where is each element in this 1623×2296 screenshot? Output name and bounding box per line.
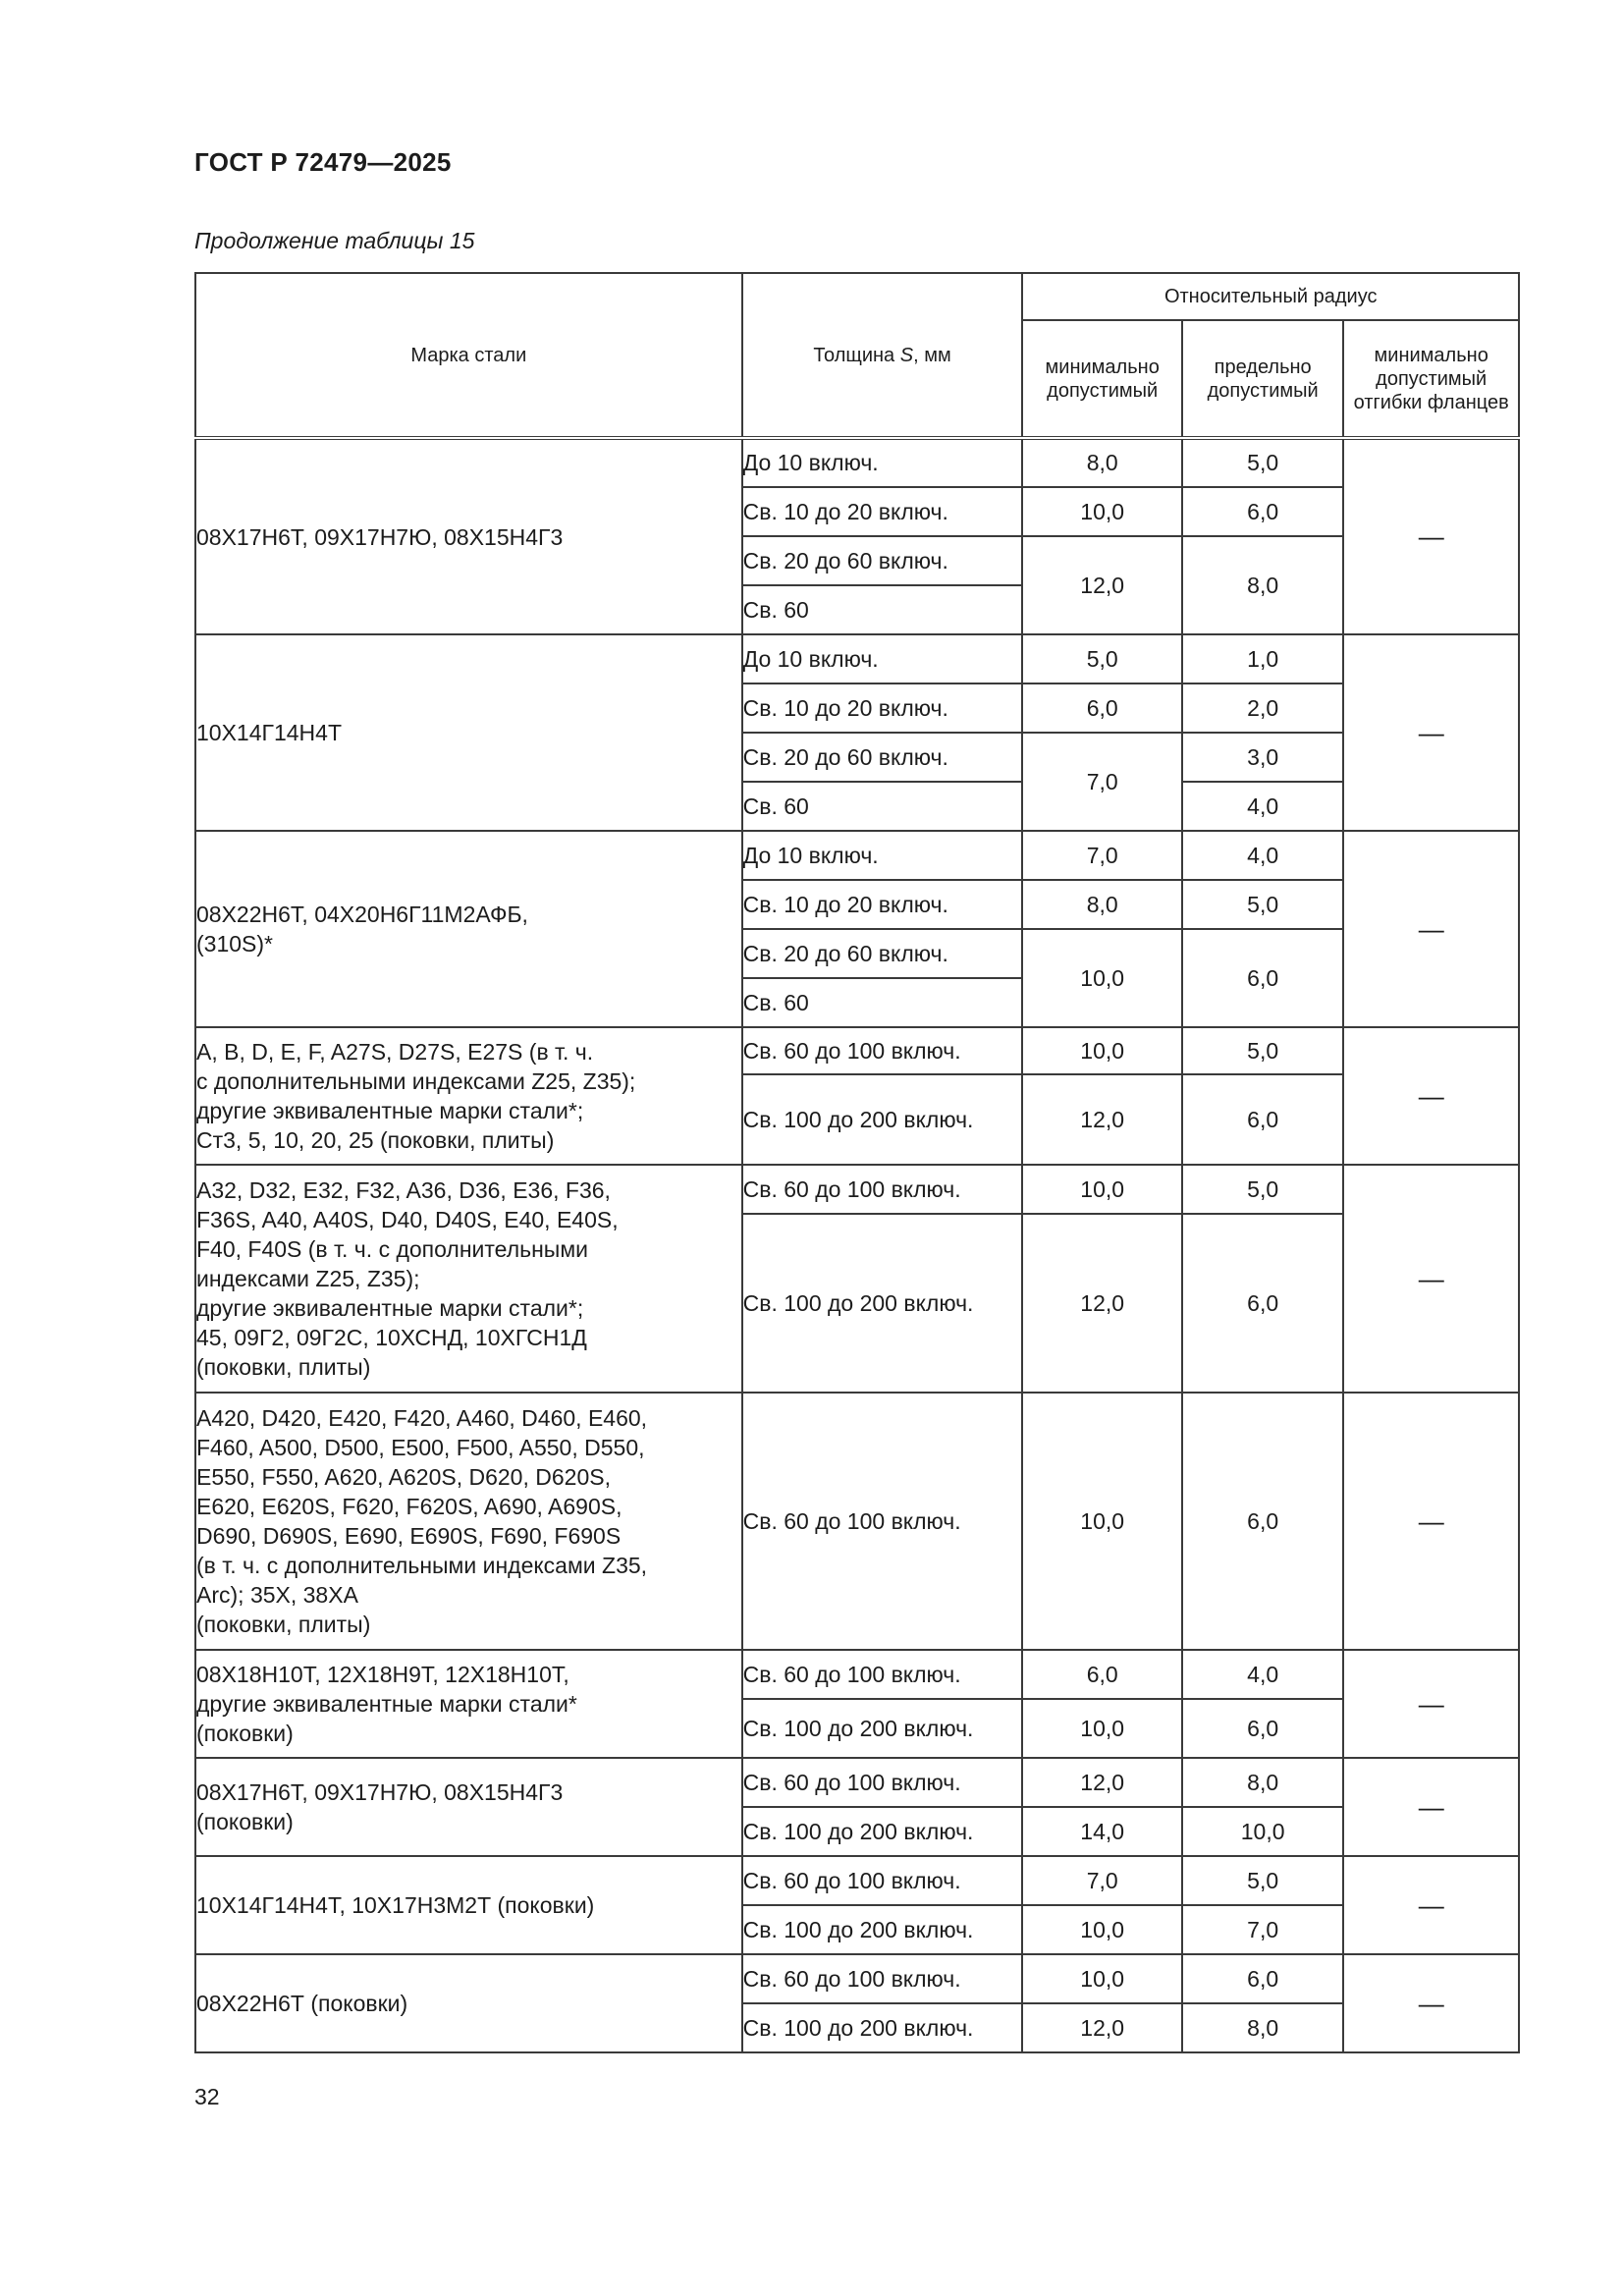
min-radius-cell: 5,0	[1022, 634, 1181, 683]
limit-radius-cell: 3,0	[1182, 733, 1343, 782]
limit-radius-cell: 5,0	[1182, 1027, 1343, 1074]
thickness-cell: Св. 60 до 100 включ.	[742, 1393, 1023, 1650]
thickness-cell: Св. 10 до 20 включ.	[742, 880, 1023, 929]
min-radius-cell: 12,0	[1022, 1074, 1181, 1165]
header-grade: Марка стали	[195, 273, 742, 438]
limit-radius-cell: 8,0	[1182, 2003, 1343, 2052]
min-radius-cell: 10,0	[1022, 1165, 1181, 1214]
grade-cell: 08Х17Н6Т, 09Х17Н7Ю, 08Х15Н4Г3	[195, 438, 742, 634]
table-row	[195, 1027, 1519, 1074]
thickness-cell: Св. 60 до 100 включ.	[742, 1954, 1023, 2003]
grade-cell: 10Х14Г14Н4Т	[195, 634, 742, 831]
table-row	[195, 1165, 1519, 1214]
thickness-cell: Св. 100 до 200 включ.	[742, 1214, 1023, 1393]
flange-radius-cell: —	[1343, 1856, 1519, 1954]
thickness-cell: До 10 включ.	[742, 438, 1023, 487]
min-radius-cell: 6,0	[1022, 1650, 1181, 1699]
limit-radius-cell: 1,0	[1182, 634, 1343, 683]
min-radius-cell: 10,0	[1022, 1027, 1181, 1074]
min-radius-cell: 10,0	[1022, 1954, 1181, 2003]
thickness-cell: Св. 60 до 100 включ.	[742, 1027, 1023, 1074]
min-radius-cell: 10,0	[1022, 1905, 1181, 1954]
limit-radius-cell: 2,0	[1182, 683, 1343, 733]
table-row	[195, 1393, 1519, 1650]
table-row	[195, 1758, 1519, 1807]
thickness-cell: Св. 20 до 60 включ.	[742, 733, 1023, 782]
flange-radius-cell: —	[1343, 1758, 1519, 1856]
grade-cell: 08Х22Н6Т (поковки)	[195, 1954, 742, 2052]
table-row	[195, 1856, 1519, 1905]
limit-radius-cell: 8,0	[1182, 1758, 1343, 1807]
header-limit-allowed: предельно допустимый	[1182, 320, 1343, 438]
min-radius-cell: 10,0	[1022, 487, 1181, 536]
min-radius-cell: 10,0	[1022, 1393, 1181, 1650]
grade-cell: 08Х18Н10Т, 12Х18Н9Т, 12Х18Н10Т, другие эквивалентные марки стали* (поковки)	[195, 1650, 742, 1758]
limit-radius-cell: 4,0	[1182, 782, 1343, 831]
thickness-cell: Св. 10 до 20 включ.	[742, 683, 1023, 733]
table-row	[195, 438, 1519, 487]
min-radius-cell: 12,0	[1022, 536, 1181, 634]
min-radius-cell: 7,0	[1022, 733, 1181, 831]
thickness-cell: Св. 60	[742, 585, 1023, 634]
min-radius-cell: 7,0	[1022, 831, 1181, 880]
thickness-cell: До 10 включ.	[742, 831, 1023, 880]
limit-radius-cell: 6,0	[1182, 1074, 1343, 1165]
grade-cell: 08Х17Н6Т, 09Х17Н7Ю, 08Х15Н4Г3 (поковки)	[195, 1758, 742, 1856]
limit-radius-cell: 7,0	[1182, 1905, 1343, 1954]
document-code: ГОСТ Р 72479—2025	[194, 147, 452, 177]
table-row	[195, 1650, 1519, 1699]
limit-radius-cell: 6,0	[1182, 1699, 1343, 1758]
flange-radius-cell: —	[1343, 1027, 1519, 1165]
thickness-cell: Св. 10 до 20 включ.	[742, 487, 1023, 536]
grade-cell: A32, D32, E32, F32, A36, D36, E36, F36, F36S, A40, A40S, D40, D40S, E40, E40S, F40, F40S (в т. ч. с дополнительными индексами Z25, Z35); другие эквивалентные марки стали*; 45, 09Г2, 09Г2С, 10ХСНД, 10ХГСН1Д (поковки, плиты)	[195, 1165, 742, 1393]
limit-radius-cell: 6,0	[1182, 1393, 1343, 1650]
min-radius-cell: 12,0	[1022, 2003, 1181, 2052]
table-row	[195, 1954, 1519, 2003]
limit-radius-cell: 5,0	[1182, 880, 1343, 929]
min-radius-cell: 10,0	[1022, 1699, 1181, 1758]
limit-radius-cell: 10,0	[1182, 1807, 1343, 1856]
table-row	[195, 831, 1519, 880]
thickness-cell: Св. 60	[742, 782, 1023, 831]
flange-radius-cell: —	[1343, 1393, 1519, 1650]
flange-radius-cell: —	[1343, 831, 1519, 1027]
limit-radius-cell: 5,0	[1182, 1856, 1343, 1905]
thickness-cell: Св. 20 до 60 включ.	[742, 929, 1023, 978]
min-radius-cell: 12,0	[1022, 1214, 1181, 1393]
thickness-cell: Св. 60 до 100 включ.	[742, 1856, 1023, 1905]
thickness-cell: Св. 60 до 100 включ.	[742, 1758, 1023, 1807]
min-radius-cell: 10,0	[1022, 929, 1181, 1027]
flange-radius-cell: —	[1343, 634, 1519, 831]
flange-radius-cell: —	[1343, 1165, 1519, 1393]
min-radius-cell: 14,0	[1022, 1807, 1181, 1856]
thickness-cell: Св. 60 до 100 включ.	[742, 1650, 1023, 1699]
flange-radius-cell: —	[1343, 1650, 1519, 1758]
min-radius-cell: 8,0	[1022, 880, 1181, 929]
flange-radius-cell: —	[1343, 438, 1519, 634]
limit-radius-cell: 5,0	[1182, 1165, 1343, 1214]
header-relative-radius: Относительный радиус	[1022, 273, 1519, 320]
thickness-cell: Св. 100 до 200 включ.	[742, 1905, 1023, 1954]
header-thickness: Толщина S, мм	[742, 273, 1023, 438]
page-number: 32	[194, 2084, 220, 2109]
limit-radius-cell: 6,0	[1182, 1214, 1343, 1393]
grade-cell: 08Х22Н6Т, 04Х20Н6Г11М2АФБ, (310S)*	[195, 831, 742, 1027]
grade-cell: 10Х14Г14Н4Т, 10Х17Н3М2Т (поковки)	[195, 1856, 742, 1954]
grade-cell: A420, D420, E420, F420, A460, D460, E460, F460, A500, D500, E500, F500, A550, D550, E550, F550, A620, A620S, D620, D620S, E620, E620S, F620, F620S, A690, A690S, D690, D690S, E690, E690S, F690, F690S (в т. ч. с дополнительными индексами Z35, Arc); 35Х, 38ХА (поковки, плиты)	[195, 1393, 742, 1650]
min-radius-cell: 7,0	[1022, 1856, 1181, 1905]
thickness-cell: Св. 100 до 200 включ.	[742, 1807, 1023, 1856]
table-row	[195, 634, 1519, 683]
limit-radius-cell: 6,0	[1182, 1954, 1343, 2003]
steel-bend-radius-table	[194, 272, 1520, 2053]
limit-radius-cell: 4,0	[1182, 831, 1343, 880]
thickness-cell: Св. 100 до 200 включ.	[742, 1074, 1023, 1165]
thickness-cell: Св. 60 до 100 включ.	[742, 1165, 1023, 1214]
header-min-allowed: минимально допустимый	[1022, 320, 1181, 438]
min-radius-cell: 6,0	[1022, 683, 1181, 733]
flange-radius-cell: —	[1343, 1954, 1519, 2052]
header-min-flange: минимально допустимый отгибки фланцев	[1343, 320, 1519, 438]
thickness-cell: Св. 20 до 60 включ.	[742, 536, 1023, 585]
min-radius-cell: 12,0	[1022, 1758, 1181, 1807]
limit-radius-cell: 5,0	[1182, 438, 1343, 487]
limit-radius-cell: 6,0	[1182, 929, 1343, 1027]
limit-radius-cell: 4,0	[1182, 1650, 1343, 1699]
thickness-cell: До 10 включ.	[742, 634, 1023, 683]
limit-radius-cell: 6,0	[1182, 487, 1343, 536]
grade-cell: A, B, D, E, F, A27S, D27S, E27S (в т. ч. с дополнительными индексами Z25, Z35); другие эквивалентные марки стали*; Ст3, 5, 10, 20, 25 (поковки, плиты)	[195, 1027, 742, 1165]
table-caption: Продолжение таблицы 15	[194, 228, 475, 253]
min-radius-cell: 8,0	[1022, 438, 1181, 487]
thickness-cell: Св. 60	[742, 978, 1023, 1027]
thickness-cell: Св. 100 до 200 включ.	[742, 1699, 1023, 1758]
limit-radius-cell: 8,0	[1182, 536, 1343, 634]
thickness-cell: Св. 100 до 200 включ.	[742, 2003, 1023, 2052]
